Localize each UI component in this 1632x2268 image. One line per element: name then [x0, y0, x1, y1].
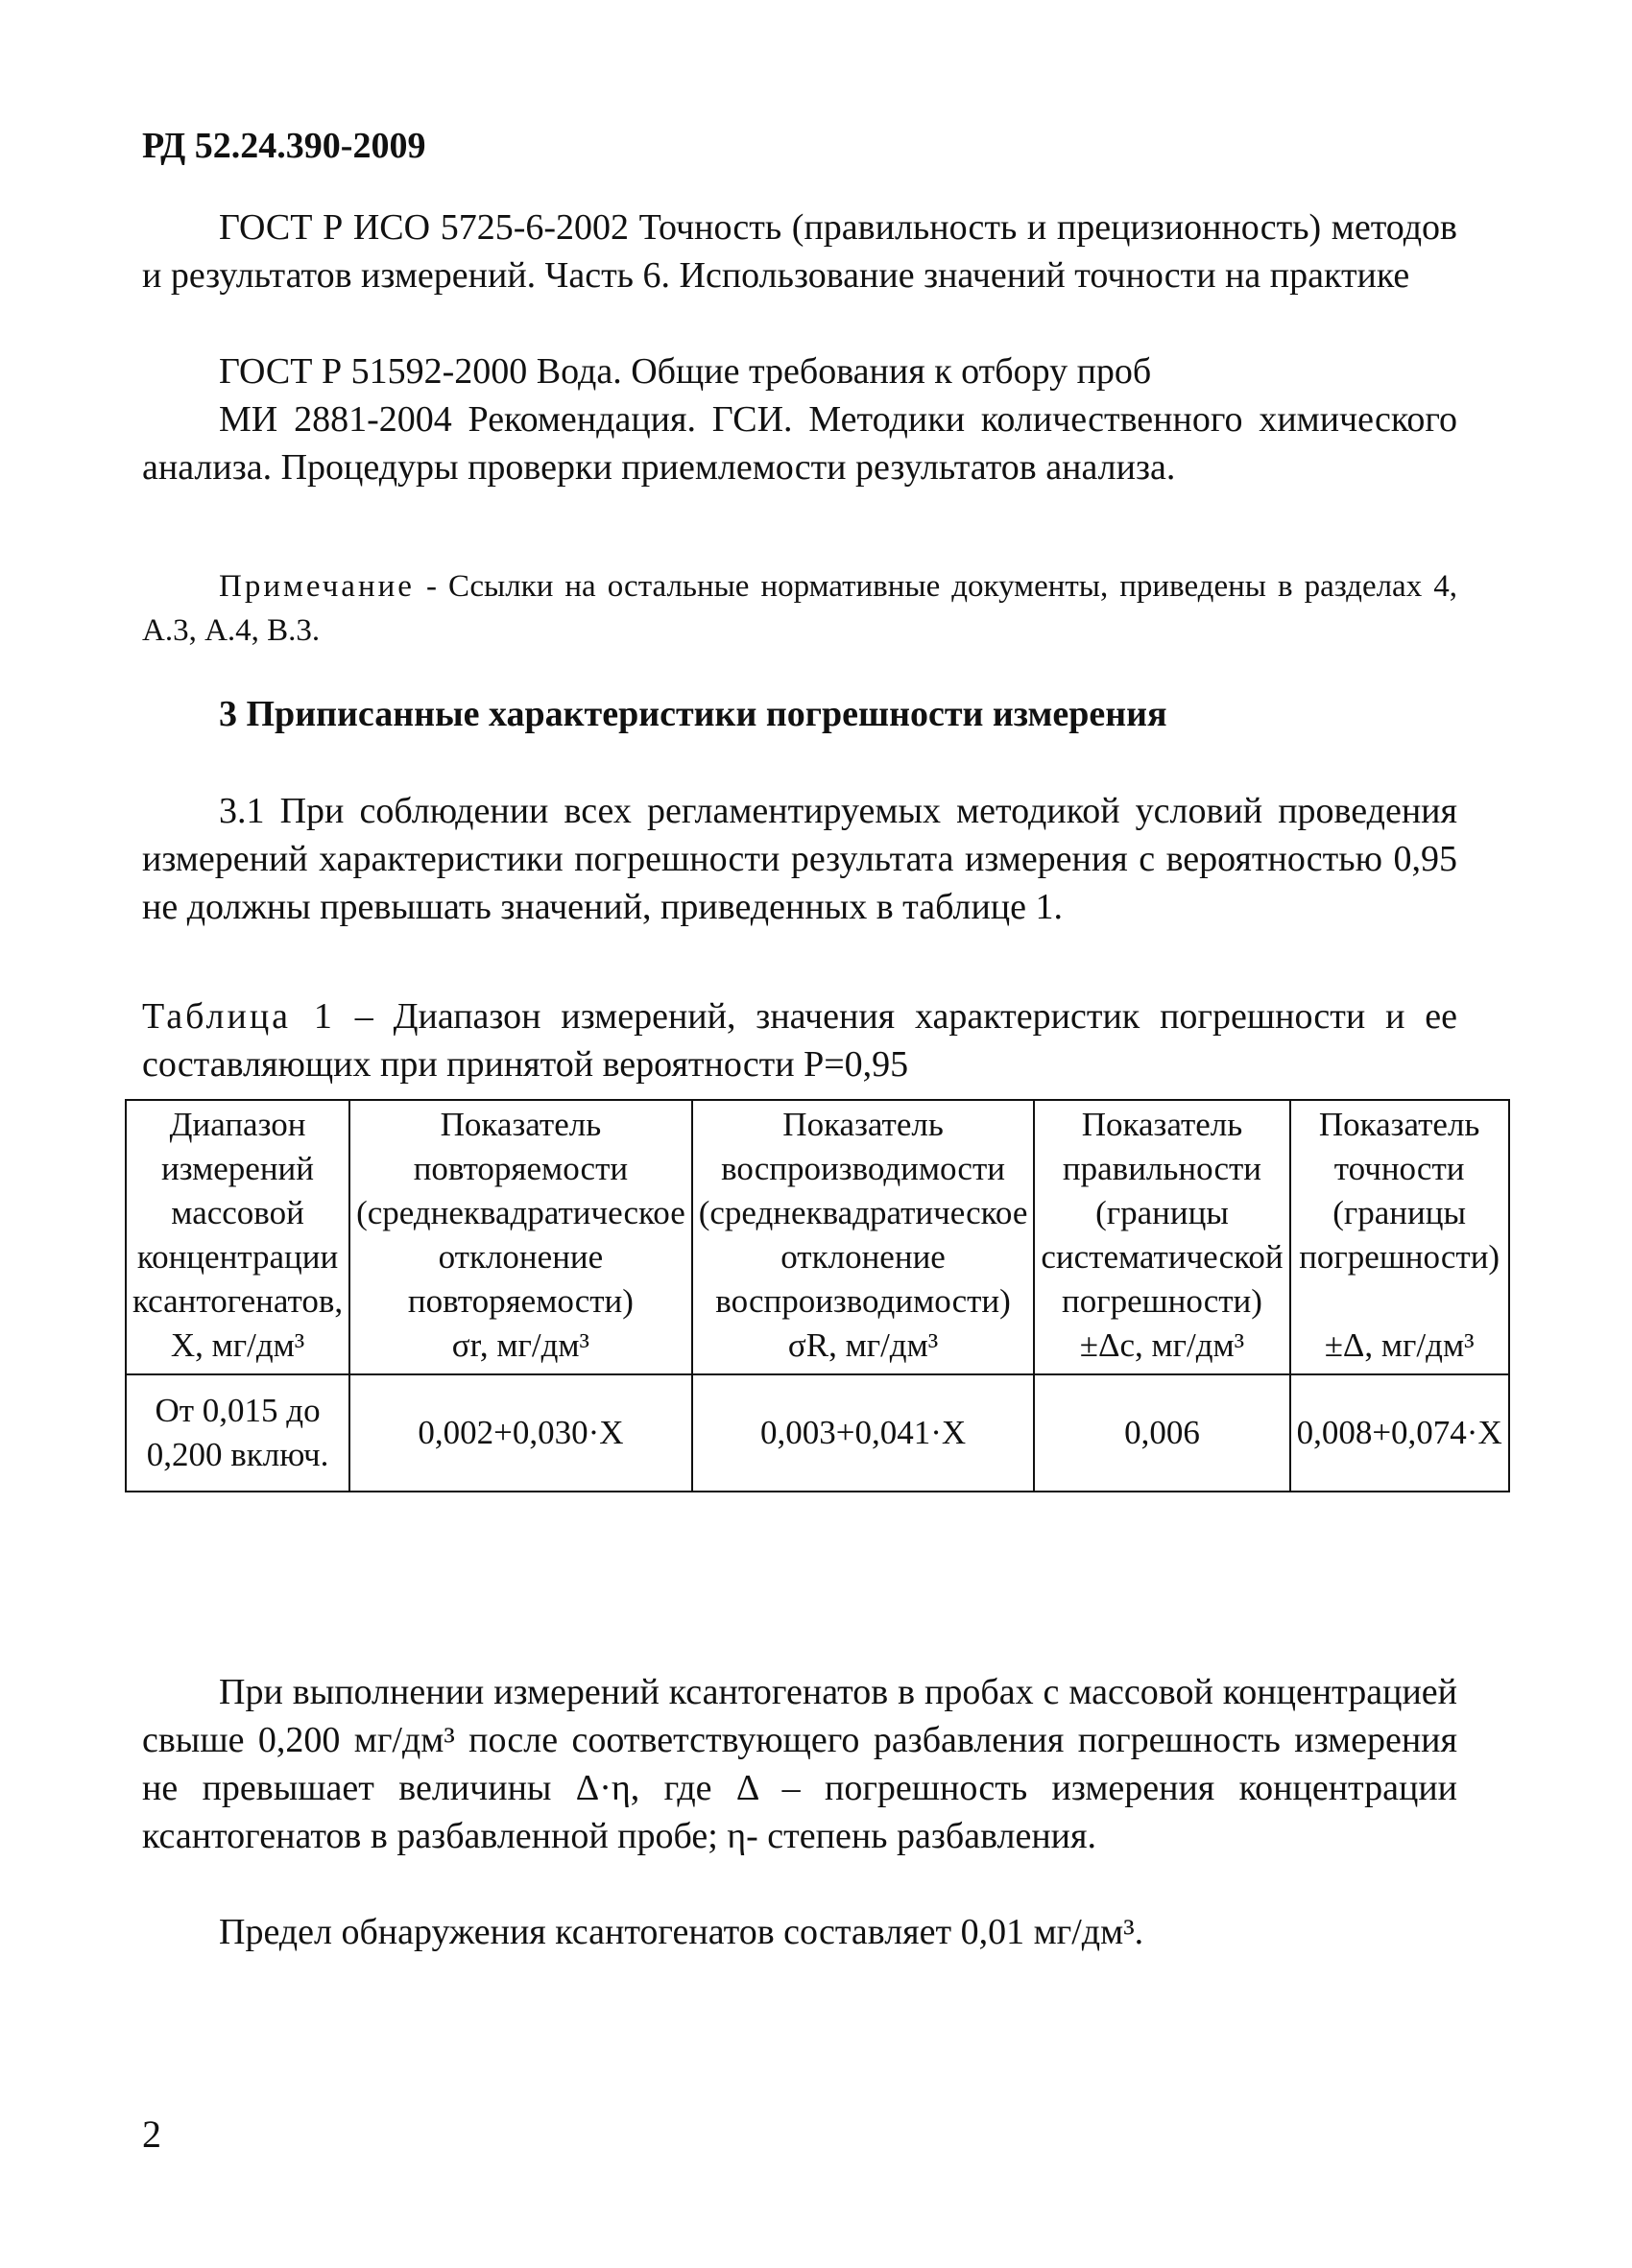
unit-accuracy: ±Δ, мг/дм³ — [1290, 1324, 1509, 1374]
table-header-row — [126, 1100, 1509, 1324]
paragraph-detection-limit: Предел обнаружения ксантогенатов составляет 0,01 мг/дм³. — [219, 1912, 1144, 1952]
unit-reproducibility: σR, мг/дм³ — [692, 1324, 1035, 1374]
header-accuracy: Показатель точности (границы погрешности) — [1290, 1100, 1509, 1324]
table-unit-row — [126, 1324, 1509, 1374]
header-reproducibility: Показатель воспроизводимости (среднеквадратическое отклонение воспроизводимости) — [692, 1100, 1035, 1324]
unit-trueness: ±Δc, мг/дм³ — [1034, 1324, 1289, 1374]
cell-reproducibility: 0,003+0,041·Х — [692, 1374, 1035, 1492]
cell-accuracy: 0,008+0,074·Х — [1290, 1374, 1509, 1492]
page-number: 2 — [142, 2113, 161, 2156]
cell-repeatability: 0,002+0,030·Х — [349, 1374, 692, 1492]
doc-header-code: РД 52.24.390-2009 — [142, 126, 426, 166]
paragraph-3-1: 3.1 При соблюдении всех регламентируемых методикой условий проведения измерений характеристики погрешности результата измерения с вероятностью 0,95 не должны превышать значений, приведенных в таблице 1. — [142, 791, 1457, 927]
table-caption — [142, 992, 1457, 1088]
cell-range: От 0,015 до 0,200 включ. — [126, 1374, 349, 1492]
reference-mi-2881: МИ 2881-2004 Рекомендация. ГСИ. Методики количественного химического анализа. Процедуры проверки приемлемости результатов анализа. — [142, 399, 1457, 488]
unit-range: Х, мг/дм³ — [126, 1324, 349, 1374]
table-caption-label: Таблица 1 — [142, 996, 335, 1037]
section-title: 3 Приписанные характеристики погрешности измерения — [219, 694, 1167, 734]
error-characteristics-table — [125, 1099, 1510, 1492]
unit-repeatability: σr, мг/дм³ — [349, 1324, 692, 1374]
cell-trueness: 0,006 — [1034, 1374, 1289, 1492]
table-row — [126, 1374, 1509, 1492]
table-caption-text: – Диапазон измерений, значения характеристик погрешности и ее составляющих при принятой вероятности Р=0,95 — [142, 996, 1457, 1085]
header-range: Диапазон измерений массовой концентрации ксантогенатов, — [126, 1100, 349, 1324]
note-text: - Ссылки на остальные нормативные документы, приведены в разделах 4, А.3, А.4, В.3. — [142, 569, 1457, 648]
note-label: Примечание — [219, 569, 415, 604]
note-paragraph — [142, 564, 1457, 653]
reference-gost-51592: ГОСТ Р 51592-2000 Вода. Общие требования к отбору проб — [219, 351, 1152, 392]
paragraph-dilution: При выполнении измерений ксантогенатов в пробах с массовой концентрацией свыше 0,200 мг/дм³ после соответствующего разбавления погрешность измерения не превышает величины Δ·η, где Δ – погрешность измерения концентрации ксантогенатов в разбавленной пробе; η- степень разбавления. — [142, 1672, 1457, 1856]
reference-gost-5725: ГОСТ Р ИСО 5725-6-2002 Точность (правильность и прецизионность) методов и результатов измерений. Часть 6. Использование значений точности на практике — [142, 207, 1457, 296]
header-repeatability: Показатель повторяемости (среднеквадратическое отклонение повторяемости) — [349, 1100, 692, 1324]
header-trueness: Показатель правильности (границы систематической погрешности) — [1034, 1100, 1289, 1324]
